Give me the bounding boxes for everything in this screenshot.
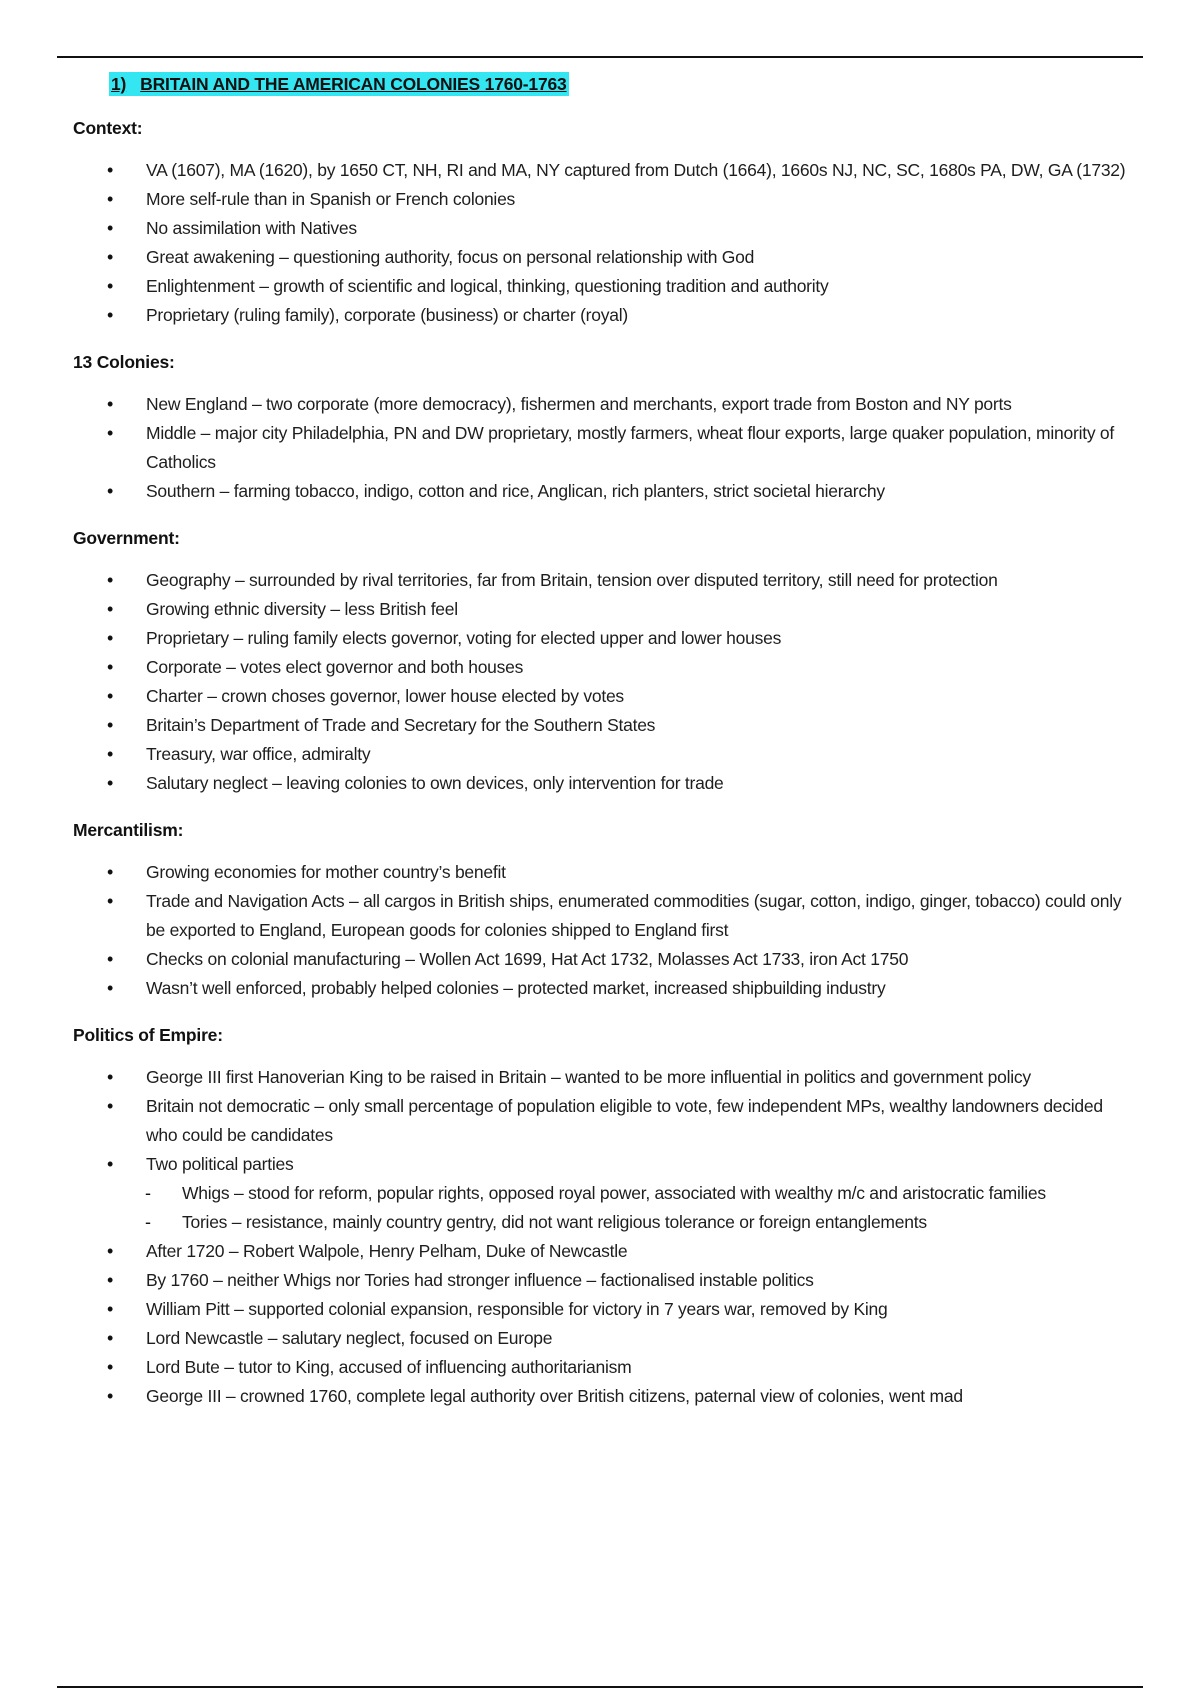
section-heading: Context: — [73, 118, 143, 138]
list-item-text: • Enlightenment – growth of scientific and logical, thinking, questioning tradition and authority — [146, 276, 829, 296]
list-item-text: • Salutary neglect – leaving colonies to own devices, only intervention for trade — [146, 773, 724, 793]
list-item-text: • Geography – surrounded by rival territories, far from Britain, tension over disputed territory, still need for protection — [146, 570, 998, 590]
list-item-text: - Tories – resistance, mainly country gentry, did not want religious tolerance or foreign entanglements — [182, 1212, 927, 1232]
list-item-text: • New England – two corporate (more democracy), fishermen and merchants, export trade from Boston and NY ports — [146, 394, 1012, 414]
sub-list-item — [73, 1179, 1133, 1208]
list-item — [73, 301, 1133, 330]
list-item-text: • Lord Newcastle – salutary neglect, focused on Europe — [146, 1328, 553, 1348]
section-heading: Politics of Empire: — [73, 1025, 223, 1045]
list-item — [73, 740, 1133, 769]
section-politics-of-empire — [73, 1023, 1133, 1411]
bullet-list — [73, 390, 1133, 506]
list-item-text: • Checks on colonial manufacturing – Wollen Act 1699, Hat Act 1732, Molasses Act 1733, iron Act 1750 — [146, 949, 909, 969]
list-item-text: • Wasn’t well enforced, probably helped colonies – protected market, increased shipbuilding industry — [146, 978, 886, 998]
bullet-list — [73, 156, 1133, 330]
section-heading: Government: — [73, 528, 180, 548]
bottom-horizontal-rule — [57, 1686, 1143, 1688]
list-item-text: • Growing ethnic diversity – less British feel — [146, 599, 458, 619]
section-context — [73, 116, 1133, 330]
title-number: 1) — [111, 74, 127, 94]
list-item — [73, 653, 1133, 682]
list-item-text: • George III – crowned 1760, complete legal authority over British citizens, paternal view of colonies, went mad — [146, 1386, 963, 1406]
list-item — [73, 1092, 1133, 1150]
list-item-text: • Corporate – votes elect governor and both houses — [146, 657, 524, 677]
section-13-colonies — [73, 350, 1133, 506]
list-item — [73, 390, 1133, 419]
list-item — [73, 887, 1133, 945]
title-text: BRITAIN AND THE AMERICAN COLONIES 1760-1763 — [140, 74, 567, 94]
list-item-text: • George III first Hanoverian King to be raised in Britain – wanted to be more influential in politics and government policy — [146, 1067, 1031, 1087]
document-body — [73, 72, 1133, 1411]
top-horizontal-rule — [57, 56, 1143, 58]
list-item — [73, 1353, 1133, 1382]
list-item — [73, 1063, 1133, 1092]
list-item — [73, 1266, 1133, 1295]
list-item — [73, 1382, 1133, 1411]
bullet-list — [73, 858, 1133, 1003]
list-item — [73, 566, 1133, 595]
list-item — [73, 858, 1133, 887]
list-item-text: • William Pitt – supported colonial expansion, responsible for victory in 7 years war, removed by King — [146, 1299, 888, 1319]
list-item — [73, 595, 1133, 624]
document-title — [109, 72, 569, 96]
sub-list-item — [73, 1208, 1133, 1237]
list-item-text: • Middle – major city Philadelphia, PN and DW proprietary, mostly farmers, wheat flour exports, large quaker population, minority of Catholics — [146, 423, 1115, 472]
bullet-list — [73, 1063, 1133, 1411]
list-item — [73, 477, 1133, 506]
list-item — [73, 1237, 1133, 1266]
list-item-text: • Great awakening – questioning authority, focus on personal relationship with God — [146, 247, 755, 267]
list-item-text: • Southern – farming tobacco, indigo, cotton and rice, Anglican, rich planters, strict societal hierarchy — [146, 481, 885, 501]
list-item — [73, 711, 1133, 740]
section-heading: Mercantilism: — [73, 820, 184, 840]
list-item-text: • More self-rule than in Spanish or French colonies — [146, 189, 516, 209]
list-item-text: • No assimilation with Natives — [146, 218, 357, 238]
list-item-text: • VA (1607), MA (1620), by 1650 CT, NH, RI and MA, NY captured from Dutch (1664), 1660s NJ, NC, SC, 1680s PA, DW, GA (1732) — [146, 160, 1126, 180]
list-item — [73, 682, 1133, 711]
section-government — [73, 526, 1133, 798]
list-item — [73, 624, 1133, 653]
list-item — [73, 156, 1133, 185]
list-item — [73, 214, 1133, 243]
list-item — [73, 945, 1133, 974]
list-item-text: • By 1760 – neither Whigs nor Tories had stronger influence – factionalised instable politics — [146, 1270, 814, 1290]
list-item-text: • Britain’s Department of Trade and Secretary for the Southern States — [146, 715, 656, 735]
list-item-text: • Proprietary (ruling family), corporate (business) or charter (royal) — [146, 305, 628, 325]
bullet-list — [73, 566, 1133, 798]
list-item — [73, 769, 1133, 798]
list-item-text: • After 1720 – Robert Walpole, Henry Pelham, Duke of Newcastle — [146, 1241, 628, 1261]
list-item — [73, 185, 1133, 214]
list-item-text: • Trade and Navigation Acts – all cargos in British ships, enumerated commodities (sugar, cotton, indigo, ginger, tobacco) could only be exported to England, European goods for colonies shipped to England first — [146, 891, 1122, 940]
section-heading: 13 Colonies: — [73, 352, 175, 372]
list-item — [73, 1150, 1133, 1179]
sections-container — [73, 116, 1133, 1411]
list-item-text: • Charter – crown choses governor, lower house elected by votes — [146, 686, 624, 706]
list-item-text: • Lord Bute – tutor to King, accused of influencing authoritarianism — [146, 1357, 632, 1377]
list-item-text: - Whigs – stood for reform, popular rights, opposed royal power, associated with wealthy m/c and aristocratic families — [182, 1183, 1046, 1203]
list-item — [73, 1295, 1133, 1324]
list-item-text: • Treasury, war office, admiralty — [146, 744, 371, 764]
list-item-text: • Two political parties — [146, 1154, 294, 1174]
section-mercantilism — [73, 818, 1133, 1003]
list-item — [73, 974, 1133, 1003]
list-item-text: • Britain not democratic – only small percentage of population eligible to vote, few independent MPs, wealthy landowners decided who could be candidates — [146, 1096, 1103, 1145]
list-item — [73, 419, 1133, 477]
list-item — [73, 243, 1133, 272]
list-item-text: • Proprietary – ruling family elects governor, voting for elected upper and lower houses — [146, 628, 782, 648]
list-item — [73, 272, 1133, 301]
list-item — [73, 1324, 1133, 1353]
list-item-text: • Growing economies for mother country’s benefit — [146, 862, 506, 882]
